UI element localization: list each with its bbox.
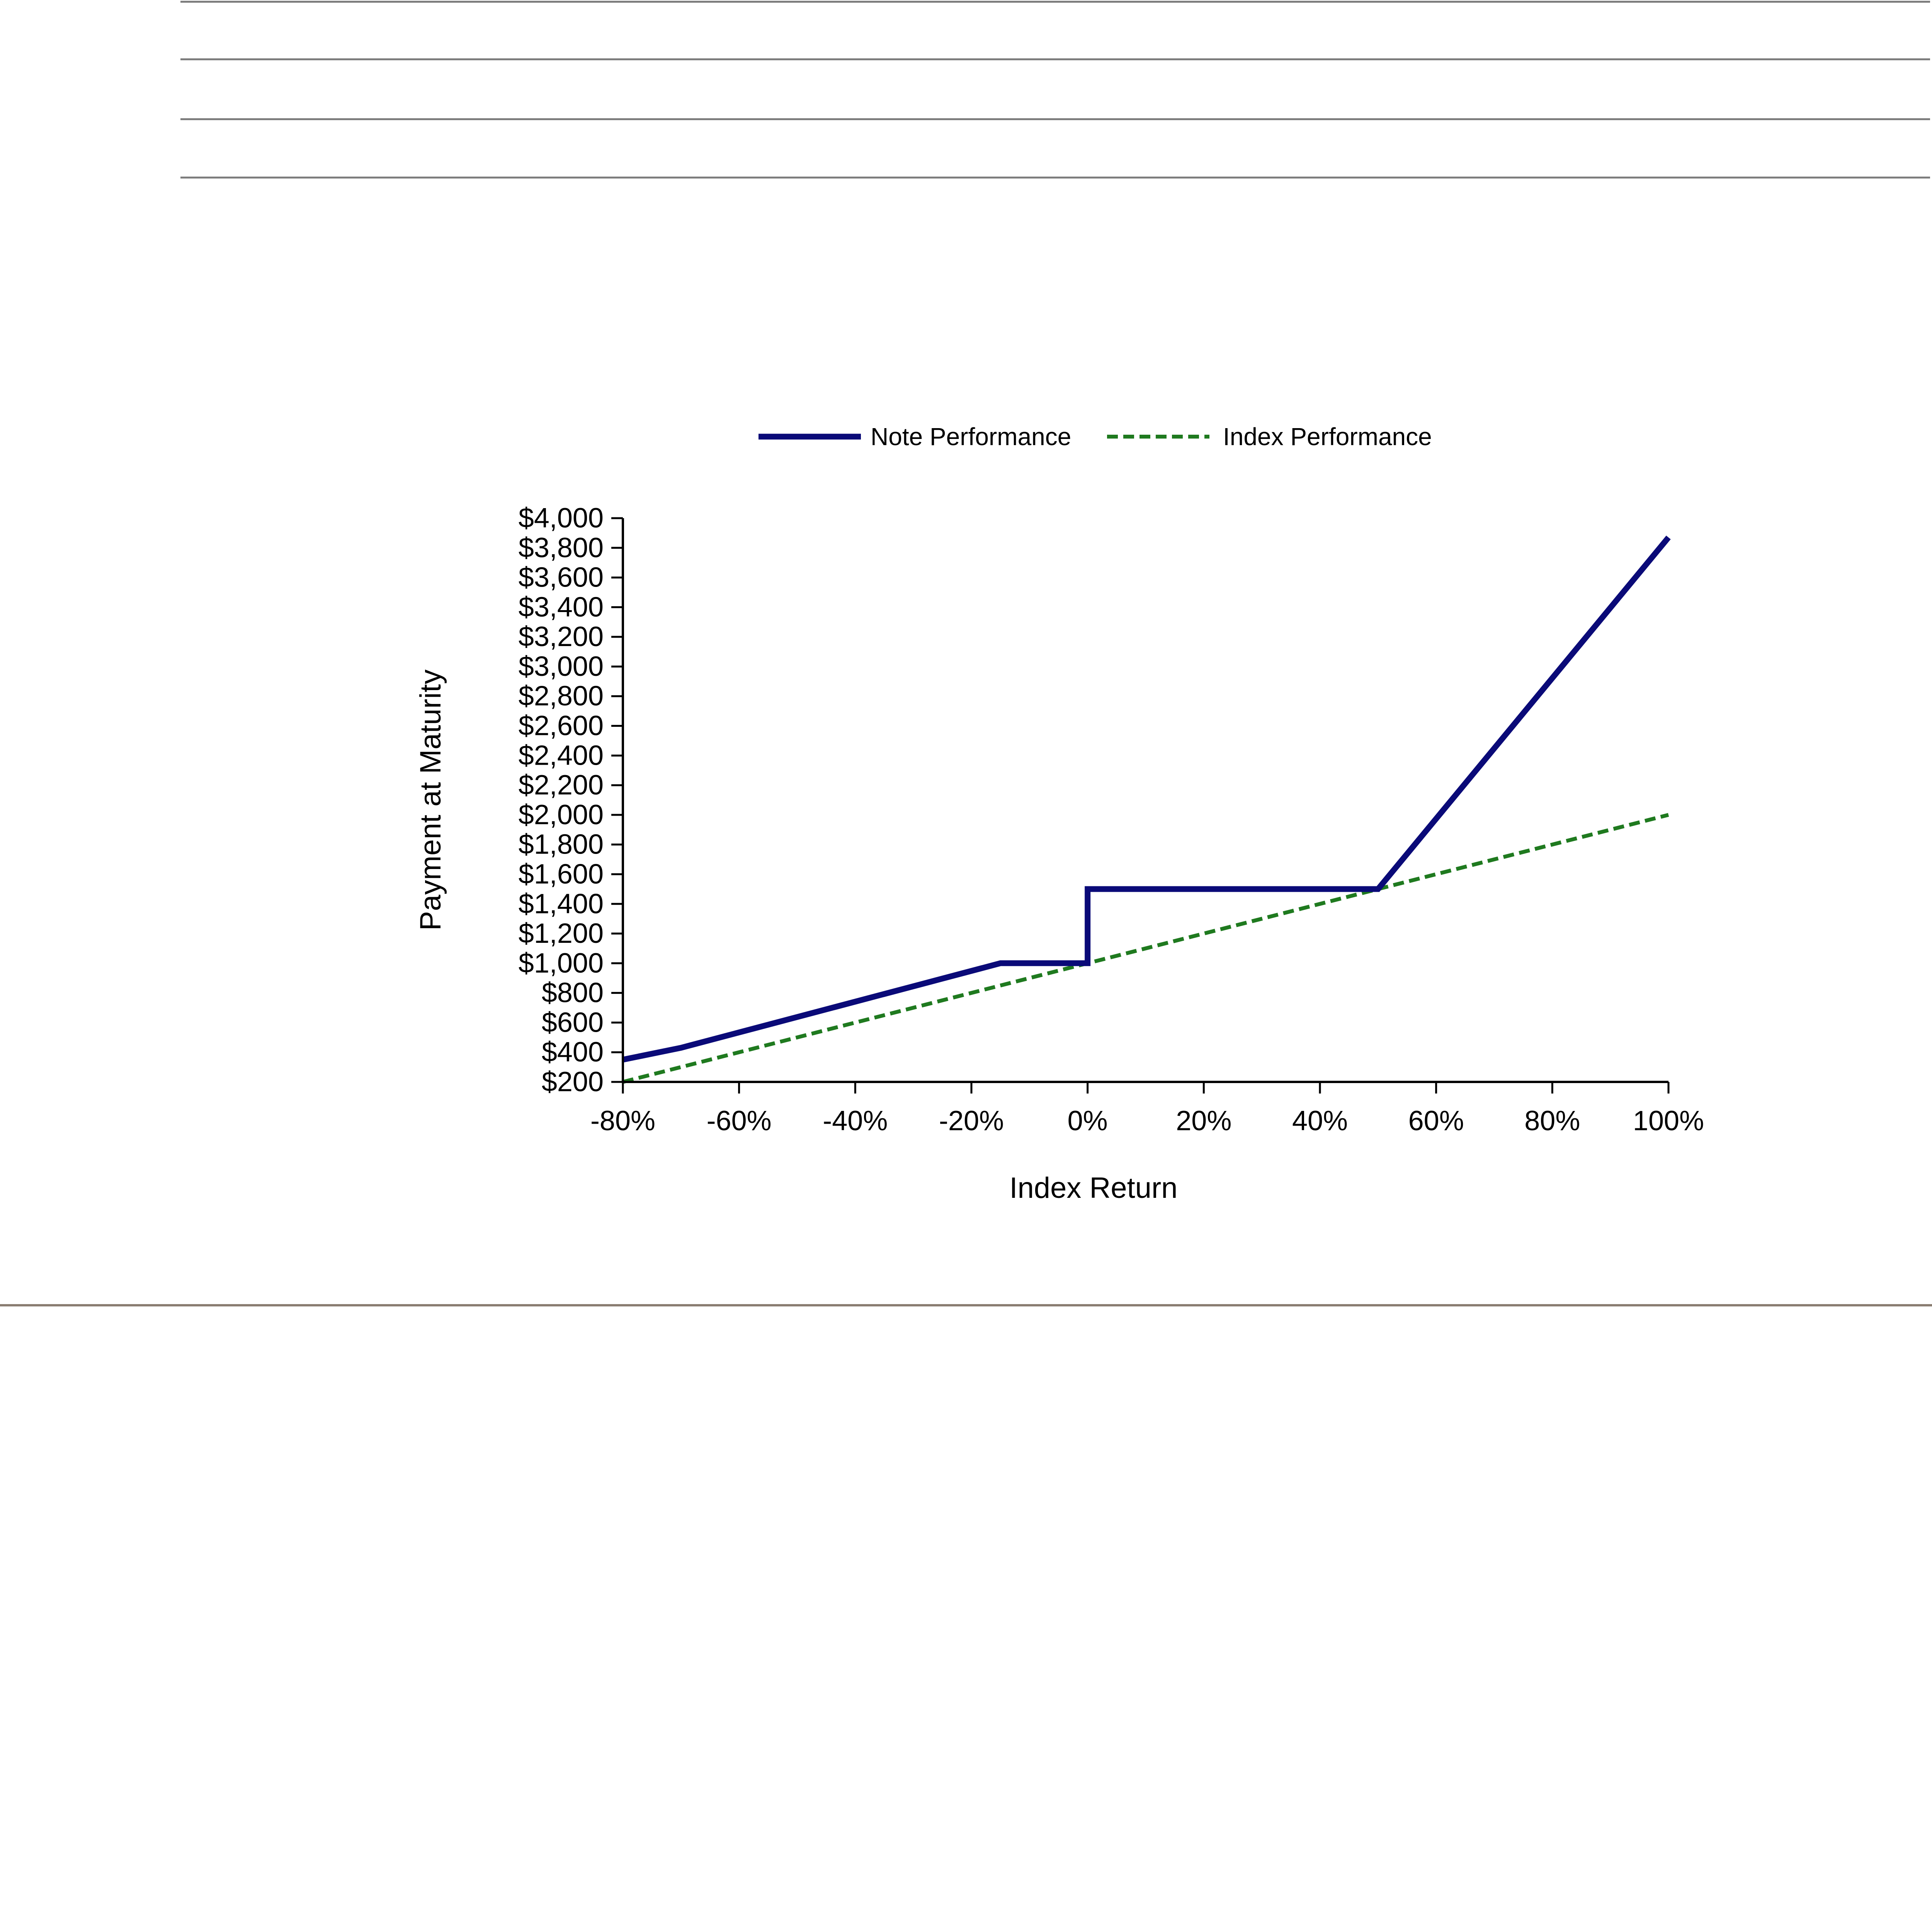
y-tick-label: $2,000 [518, 799, 604, 830]
x-tick-label: 20% [1176, 1105, 1232, 1136]
section-divider [0, 1304, 1932, 1306]
y-tick-label: $800 [541, 977, 604, 1009]
x-tick-label: 40% [1292, 1105, 1348, 1136]
y-tick-label: $3,200 [518, 621, 604, 653]
y-tick-label: $1,200 [518, 918, 604, 949]
y-axis-title: Payment at Maturity [414, 669, 447, 931]
y-tick-label: $1,800 [518, 829, 604, 860]
y-tick-label: $3,400 [518, 592, 604, 623]
legend-label-index-performance: Index Performance [1223, 423, 1432, 451]
index-performance-line [623, 815, 1668, 1082]
y-tick-label: $3,000 [518, 651, 604, 682]
chart-legend [759, 423, 1432, 451]
y-tick-label: $1,600 [518, 859, 604, 890]
x-tick-label: 100% [1633, 1105, 1704, 1136]
axes-layer [611, 518, 1668, 1094]
x-tick-label: -20% [939, 1105, 1004, 1136]
y-tick-label: $2,600 [518, 710, 604, 742]
y-tick-label: $3,800 [518, 532, 604, 563]
y-tick-label: $600 [541, 1007, 604, 1038]
y-tick-label: $2,400 [518, 740, 604, 771]
y-tick-label: $1,000 [518, 947, 604, 979]
x-tick-label: -80% [590, 1105, 656, 1136]
y-tick-label: $4,000 [518, 503, 604, 534]
x-tick-label: 0% [1067, 1105, 1108, 1136]
x-tick-label: 80% [1524, 1105, 1580, 1136]
x-axis-title: Index Return [1009, 1172, 1178, 1204]
x-tick-label: -40% [823, 1105, 888, 1136]
y-tick-label: $2,800 [518, 680, 604, 712]
series-layer [623, 537, 1668, 1082]
y-tick-label: $1,400 [518, 888, 604, 920]
legend-label-note-performance: Note Performance [871, 423, 1071, 451]
x-tick-label: -60% [706, 1105, 772, 1136]
x-tick-label: 60% [1408, 1105, 1464, 1136]
y-tick-label: $400 [541, 1037, 604, 1068]
y-tick-label: $3,600 [518, 562, 604, 593]
y-tick-label: $2,200 [518, 770, 604, 801]
y-tick-label: $200 [541, 1066, 604, 1097]
note-performance-line [623, 537, 1668, 1060]
